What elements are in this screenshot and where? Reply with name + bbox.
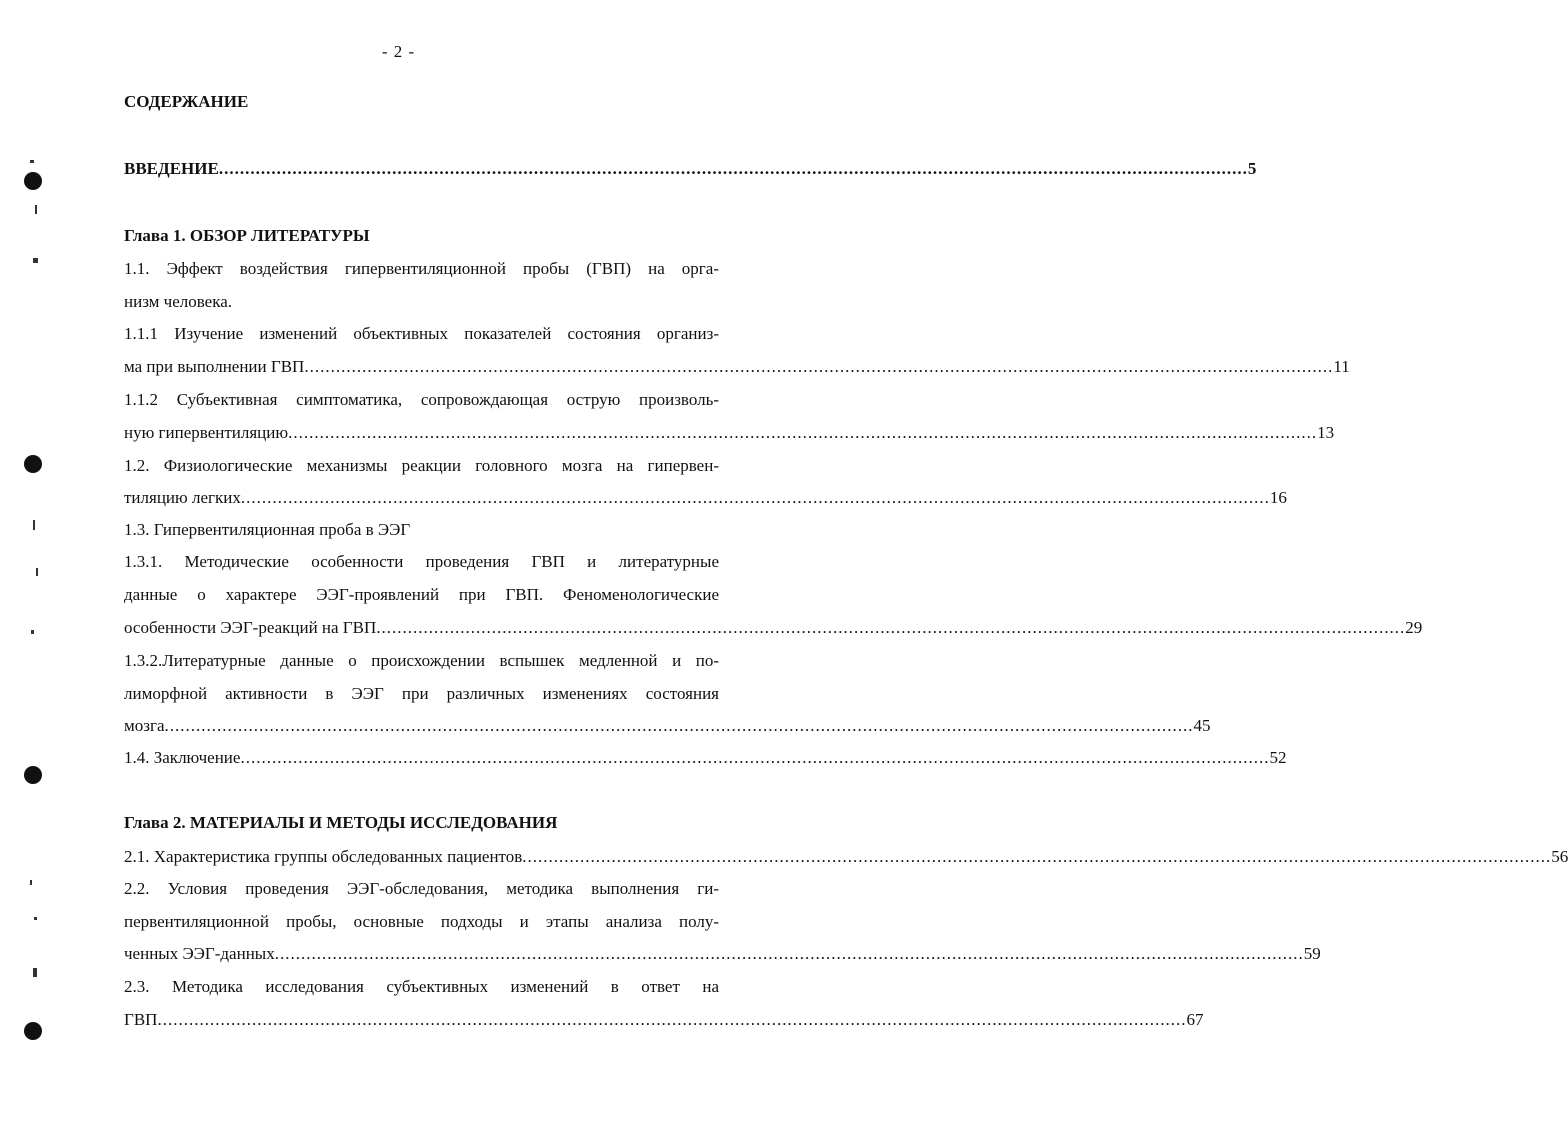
toc-entry-page: 67 — [1186, 1010, 1204, 1029]
toc-entry-1-4: 1.4. Заключение .................................................................................................................................................................................................... 52 — [124, 748, 1287, 767]
toc-chapter-1-title: Глава 1. ОБЗОР ЛИТЕРАТУРЫ — [124, 226, 370, 245]
toc-line: 1.1.2 Субъективная симптоматика, сопровождающая острую произволь- — [124, 390, 719, 409]
toc-entry-page: 16 — [1269, 488, 1287, 507]
toc-entry-page: 45 — [1193, 716, 1211, 735]
toc-entry-title: ВВЕДЕНИЕ — [124, 159, 219, 178]
toc-line: 2.2. Условия проведения ЭЭГ-обследования, методика выполнения ги- — [124, 879, 719, 898]
toc-entry-page: 5 — [1247, 159, 1257, 178]
scan-speck — [31, 630, 34, 634]
scan-speck — [34, 917, 37, 920]
toc-entry-title: ГВП — [124, 1010, 158, 1029]
toc-entry-page: 11 — [1333, 357, 1350, 376]
toc-entry-title: 2.1. Характеристика группы обследованных пациентов — [124, 847, 523, 866]
toc-entry-title: особенности ЭЭГ-реакций на ГВП — [124, 618, 377, 637]
toc-entry-2-3: ГВП .................................................................................................................................................................................................... 67 — [124, 1010, 1204, 1029]
toc-entry-title: мозга — [124, 716, 165, 735]
toc-entry-2-1: 2.1. Характеристика группы обследованных пациентов .................................................................................................................................................................................................... 56 — [124, 847, 1568, 866]
toc-entry-page: 29 — [1405, 618, 1423, 637]
scan-speck — [33, 258, 38, 263]
scan-speck — [30, 880, 32, 885]
toc-chapter-2-title: Глава 2. МАТЕРИАЛЫ И МЕТОДЫ ИССЛЕДОВАНИЯ — [124, 813, 558, 832]
scan-speck — [30, 160, 34, 163]
toc-entry-title: ную гипервентиляцию — [124, 423, 289, 442]
page-number: - 2 - — [381, 42, 416, 61]
toc-line: 1.3.2.Литературные данные о происхождении вспышек медленной и по- — [124, 651, 719, 670]
toc-entry-2-2: ченных ЭЭГ-данных .................................................................................................................................................................................................... 59 — [124, 944, 1321, 963]
toc-entry-1-3-2: мозга .................................................................................................................................................................................................... 45 — [124, 716, 1211, 735]
binder-hole-mark — [24, 1022, 42, 1040]
toc-entry-title: 1.4. Заключение — [124, 748, 241, 767]
toc-line: данные о характере ЭЭГ-проявлений при ГВП. Феноменологические — [124, 585, 719, 604]
toc-entry-page: 59 — [1303, 944, 1321, 963]
toc-line: первентиляционной пробы, основные подходы и этапы анализа полу- — [124, 912, 719, 931]
toc-heading: СОДЕРЖАНИЕ — [124, 92, 249, 111]
toc-entry-page: 56 — [1551, 847, 1568, 866]
toc-line: 2.3. Методика исследования субъективных изменений в ответ на — [124, 977, 719, 996]
toc-line: низм человека. — [124, 292, 233, 311]
scan-speck — [35, 205, 37, 214]
toc-entry-page: 52 — [1269, 748, 1287, 767]
scan-speck — [33, 968, 37, 977]
toc-entry-1-3-1: особенности ЭЭГ-реакций на ГВП .................................................................................................................................................................................................... 29 — [124, 618, 1423, 637]
toc-line: 1.3. Гипервентиляционная проба в ЭЭГ — [124, 520, 411, 539]
toc-entry-1-1-2: ную гипервентиляцию .................................................................................................................................................................................................... 13 — [124, 423, 1335, 442]
toc-line: 1.1. Эффект воздействия гипервентиляционной пробы (ГВП) на орга- — [124, 259, 719, 278]
toc-line: лиморфной активности в ЭЭГ при различных изменениях состояния — [124, 684, 719, 703]
binder-hole-mark — [24, 172, 42, 190]
toc-entry-introduction: ВВЕДЕНИЕ .................................................................................................................................................................................................... 5 — [124, 159, 1257, 178]
toc-entry-page: 13 — [1317, 423, 1335, 442]
toc-entry-title: ченных ЭЭГ-данных — [124, 944, 275, 963]
binder-hole-mark — [24, 455, 42, 473]
toc-entry-1-2: тиляцию легких .................................................................................................................................................................................................... 16 — [124, 488, 1287, 507]
toc-line: 1.2. Физиологические механизмы реакции головного мозга на гипервен- — [124, 456, 719, 475]
toc-entry-title: тиляцию легких — [124, 488, 241, 507]
toc-line: 1.3.1. Методические особенности проведения ГВП и литературные — [124, 552, 719, 571]
toc-entry-title: ма при выполнении ГВП — [124, 357, 305, 376]
toc-line: 1.1.1 Изучение изменений объективных показателей состояния организ- — [124, 324, 719, 343]
scan-speck — [33, 520, 35, 530]
binder-hole-mark — [24, 766, 42, 784]
scan-speck — [36, 568, 38, 576]
toc-entry-1-1-1: ма при выполнении ГВП .................................................................................................................................................................................................... 11 — [124, 357, 1350, 376]
